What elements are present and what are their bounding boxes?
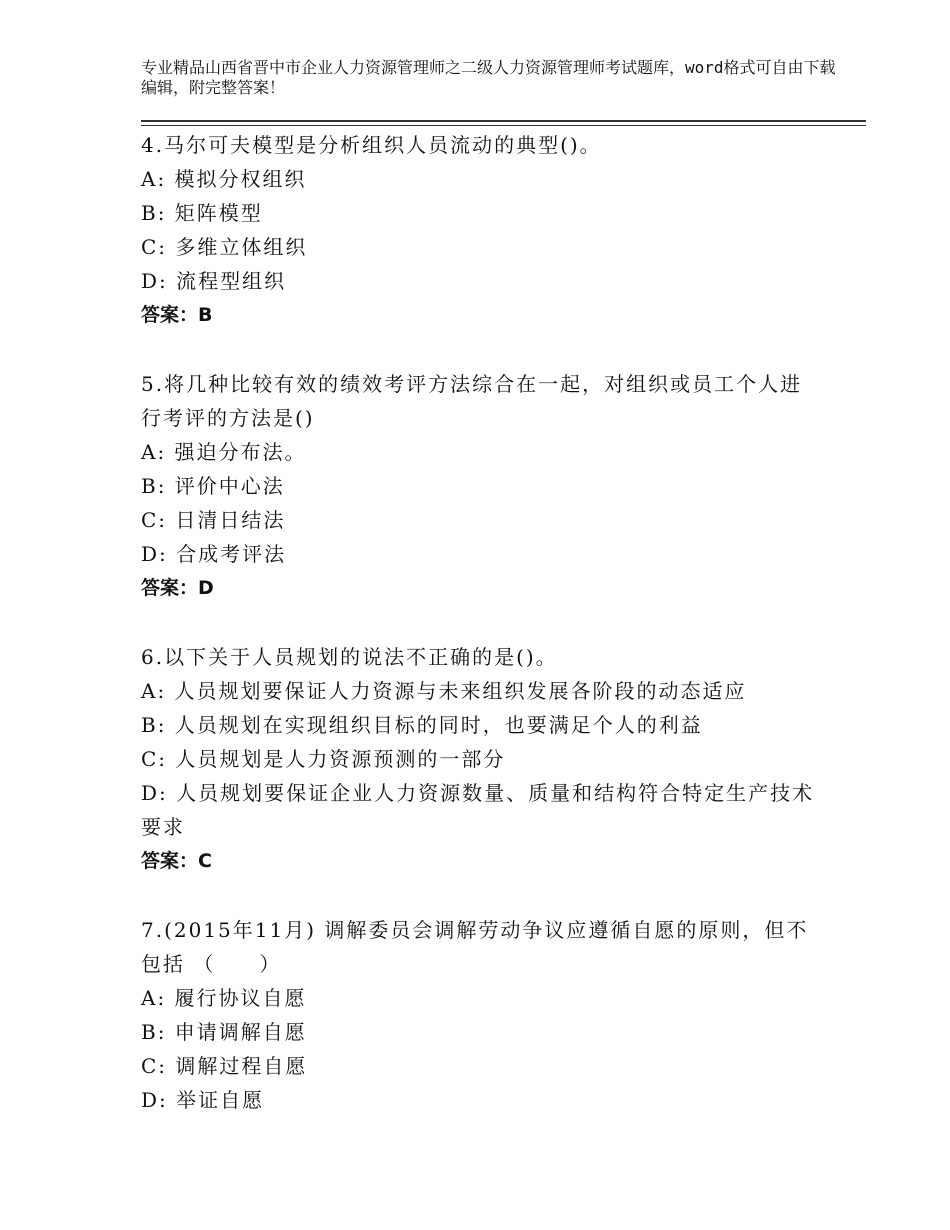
option-c: C: 人员规划是人力资源预测的一部分 <box>141 747 506 771</box>
option-d: D: 人员规划要保证企业人力资源数量、质量和结构符合特定生产技术要求 <box>141 781 815 839</box>
question-stem: 7.(2015年11月) 调解委员会调解劳动争议应遵循自愿的原则，但不包括 （ ） <box>141 918 809 976</box>
option-b: B: 矩阵模型 <box>141 201 263 225</box>
option-d: D: 合成考评法 <box>141 542 287 566</box>
question-stem: 6.以下关于人员规划的说法不正确的是()。 <box>141 645 558 669</box>
question-5 <box>141 367 821 605</box>
option-c: C: 调解过程自愿 <box>141 1054 308 1078</box>
option-c: C: 日清日结法 <box>141 508 286 532</box>
answer: 答案：B <box>141 304 213 326</box>
option-c: C: 多维立体组织 <box>141 235 308 259</box>
option-a: A: 强迫分布法。 <box>141 440 307 464</box>
question-4 <box>141 128 821 332</box>
question-list <box>141 128 821 1152</box>
answer: 答案：D <box>141 577 214 599</box>
option-d: D: 流程型组织 <box>141 269 287 293</box>
page-header: 专业精品山西省晋中市企业人力资源管理师之二级人力资源管理师考试题库，word格式可自由下载编辑，附完整答案！ <box>141 58 836 97</box>
option-a: A: 模拟分权组织 <box>141 167 307 191</box>
question-stem: 5.将几种比较有效的绩效考评方法综合在一起，对组织或员工个人进行考评的方法是() <box>141 372 803 430</box>
option-a: A: 履行协议自愿 <box>141 986 307 1010</box>
question-6 <box>141 640 821 878</box>
question-7 <box>141 913 821 1117</box>
answer: 答案：C <box>141 850 212 872</box>
header-divider <box>141 120 866 126</box>
option-d: D: 举证自愿 <box>141 1088 265 1112</box>
option-a: A: 人员规划要保证人力资源与未来组织发展各阶段的动态适应 <box>141 679 747 703</box>
option-b: B: 申请调解自愿 <box>141 1020 307 1044</box>
question-stem: 4.马尔可夫模型是分析组织人员流动的典型()。 <box>141 133 602 157</box>
option-b: B: 评价中心法 <box>141 474 285 498</box>
option-b: B: 人员规划在实现组织目标的同时，也要满足个人的利益 <box>141 713 703 737</box>
